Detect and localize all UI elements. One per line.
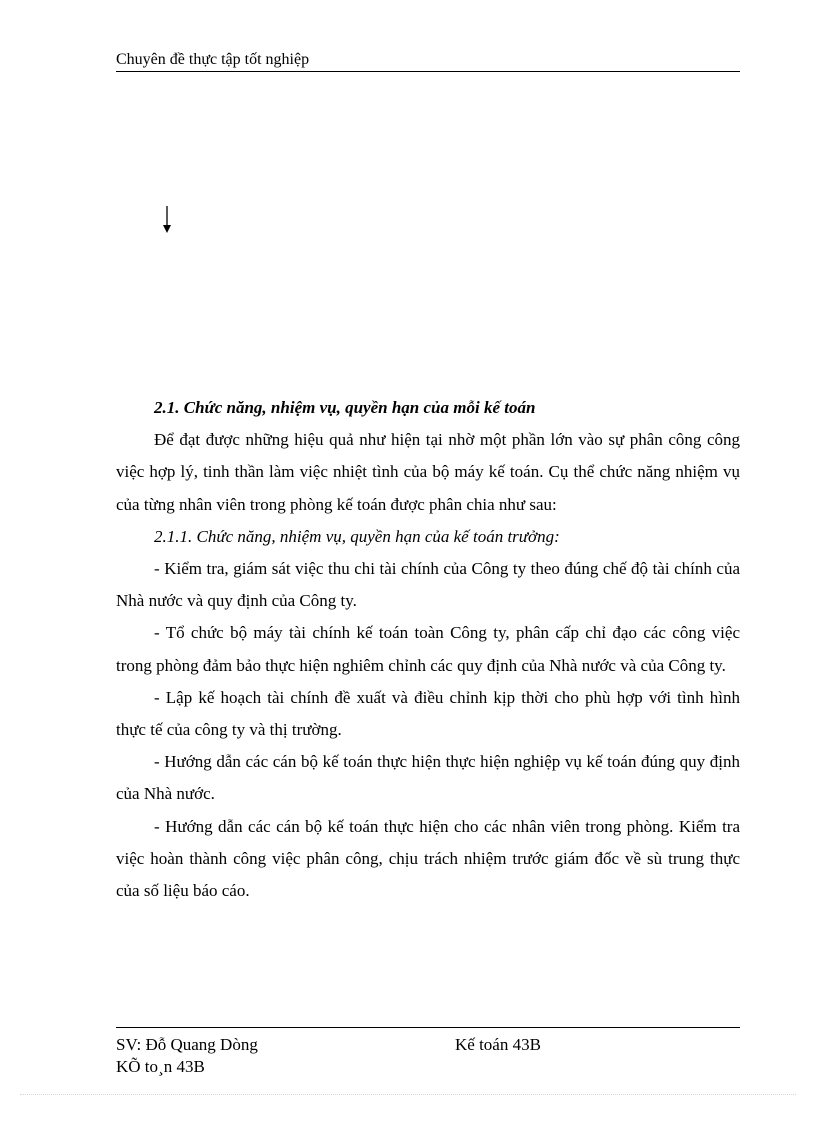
document-body <box>116 392 740 907</box>
list-item: - Tổ chức bộ máy tài chính kế toán toàn Công ty, phân cấp chỉ đạo các công việc trong phòng đảm bảo thực hiện nghiêm chỉnh các quy định của Nhà nước và của Công ty. <box>116 623 740 675</box>
footer-divider <box>116 1027 740 1028</box>
footer-class-garbled: KÕ to¸n 43B <box>116 1057 205 1076</box>
list-item: - Lập kế hoạch tài chính đề xuất và điều chỉnh kịp thời cho phù hợp với tình hình thực tế của công ty và thị trường. <box>116 687 740 740</box>
footer-left <box>116 1034 258 1078</box>
list-item: - Hướng dẫn các cán bộ kế toán thực hiện thực hiện nghiệp vụ kế toán đúng quy định của Nhà nước. <box>116 752 740 804</box>
intro-paragraph: Để đạt được những hiệu quả như hiện tại nhờ một phần lớn vào sự phân công công việc hợp lý, tinh thần làm việc nhiệt tình của bộ máy kế toán. Cụ thể chức năng nhiệm vụ của từng nhân viên trong phòng kế toán được phân chia như sau: <box>116 430 740 514</box>
page-header: Chuyên đề thực tập tốt nghiệp <box>116 50 740 72</box>
footer-student: SV: Đỗ Quang Dòng <box>116 1035 258 1054</box>
list-item: - Hướng dẫn các cán bộ kế toán thực hiện cho các nhân viên trong phòng. Kiểm tra việc hoàn thành công việc phân công, chịu trách nhiệm trước giám đốc về sù trung thực của số liệu báo cáo. <box>116 816 740 901</box>
footer-class: Kế toán 43B <box>455 1035 541 1054</box>
page-edge-dots <box>20 1094 796 1095</box>
list-item: - Kiểm tra, giám sát việc thu chi tài chính của Công ty theo đúng chế độ tài chính của Nhà nước và quy định của Công ty. <box>116 559 740 611</box>
arrow-down-icon <box>161 206 173 234</box>
section-title: 2.1. Chức năng, nhiệm vụ, quyền hạn của mỗi kế toán <box>154 398 536 417</box>
subsection-title: 2.1.1. Chức năng, nhiệm vụ, quyền hạn của kế toán trưởng: <box>154 526 560 546</box>
